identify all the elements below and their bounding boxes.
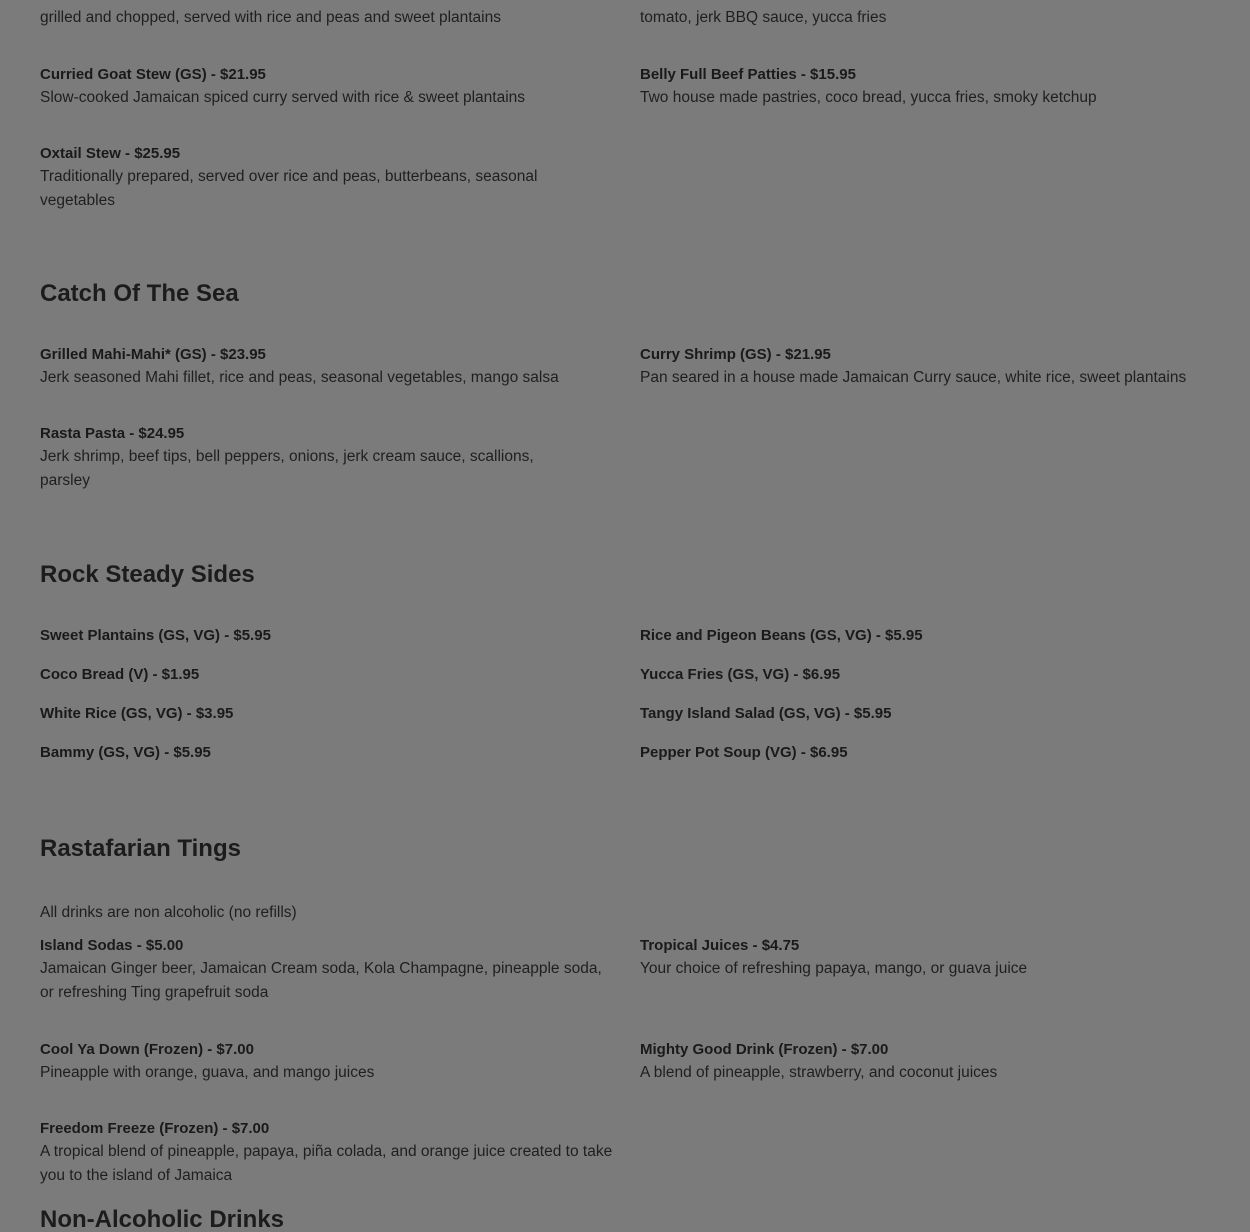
menu-item-description: Slow-cooked Jamaican spiced curry served with rice & sweet plantains bbox=[40, 89, 526, 106]
menu-item-description: Jerk seasoned Mahi fillet, rice and peas, seasonal vegetables, mango salsa bbox=[40, 369, 559, 386]
side-item: Rice and Pigeon Beans (GS, VG) - $5.95 bbox=[640, 627, 923, 644]
menu-item-name: Cool Ya Down (Frozen) - $7.00 bbox=[40, 1041, 254, 1058]
menu-item bbox=[640, 344, 1240, 390]
side-item: Bammy (GS, VG) - $5.95 bbox=[40, 744, 211, 761]
menu-item-name: Rasta Pasta - $24.95 bbox=[40, 425, 185, 442]
menu-item-description: Traditionally prepared, served over rice and peas, butterbeans, seasonal vegetables bbox=[40, 168, 538, 209]
menu-item bbox=[40, 143, 580, 213]
menu-item bbox=[40, 64, 610, 110]
menu-item bbox=[640, 1039, 1220, 1085]
menu-item-description: Pan seared in a house made Jamaican Curry sauce, white rice, sweet plantains bbox=[640, 369, 1187, 386]
menu-item-name: Curry Shrimp (GS) - $21.95 bbox=[640, 346, 831, 363]
menu-item-description: Jerk shrimp, beef tips, bell peppers, onions, jerk cream sauce, scallions, parsley bbox=[40, 448, 534, 489]
menu-item-name: Freedom Freeze (Frozen) - $7.00 bbox=[40, 1120, 270, 1137]
menu-item-name: Curried Goat Stew (GS) - $21.95 bbox=[40, 66, 266, 83]
section-heading-rock-steady-sides: Rock Steady Sides bbox=[40, 561, 255, 588]
menu-item-name: Island Sodas - $5.00 bbox=[40, 937, 184, 954]
menu-item-description: A blend of pineapple, strawberry, and coconut juices bbox=[640, 1064, 998, 1081]
menu-item-name: Oxtail Stew - $25.95 bbox=[40, 145, 181, 162]
side-item: Yucca Fries (GS, VG) - $6.95 bbox=[640, 666, 841, 683]
menu-item bbox=[640, 935, 1220, 981]
drinks-note: All drinks are non alcoholic (no refills) bbox=[40, 904, 297, 921]
menu-item bbox=[40, 344, 610, 390]
menu-item bbox=[40, 935, 605, 1005]
section-heading-catch-of-the-sea: Catch Of The Sea bbox=[40, 280, 239, 307]
menu-item-name: Mighty Good Drink (Frozen) - $7.00 bbox=[640, 1041, 889, 1058]
menu-item-description: tomato, jerk BBQ sauce, yucca fries bbox=[640, 9, 887, 26]
menu-item-description: A tropical blend of pineapple, papaya, piña colada, and orange juice created to take you to the island of Jamaica bbox=[40, 1143, 613, 1184]
menu-item bbox=[40, 1039, 610, 1085]
menu-item bbox=[640, 64, 1220, 110]
menu-item-description: Two house made pastries, coco bread, yucca fries, smoky ketchup bbox=[640, 89, 1097, 106]
side-item: Coco Bread (V) - $1.95 bbox=[40, 666, 200, 683]
section-heading-rastafarian-tings: Rastafarian Tings bbox=[40, 835, 241, 862]
menu-item-name: Tropical Juices - $4.75 bbox=[640, 937, 800, 954]
menu-item-name: Belly Full Beef Patties - $15.95 bbox=[640, 66, 856, 83]
menu-item-description: Pineapple with orange, guava, and mango juices bbox=[40, 1064, 375, 1081]
menu-item-name: Grilled Mahi-Mahi* (GS) - $23.95 bbox=[40, 346, 266, 363]
side-item: White Rice (GS, VG) - $3.95 bbox=[40, 705, 234, 722]
side-item: Tangy Island Salad (GS, VG) - $5.95 bbox=[640, 705, 892, 722]
side-item: Sweet Plantains (GS, VG) - $5.95 bbox=[40, 627, 271, 644]
section-heading-non-alcoholic-drinks: Non-Alcoholic Drinks bbox=[40, 1206, 285, 1232]
side-item: Pepper Pot Soup (VG) - $6.95 bbox=[640, 744, 848, 761]
menu-item-description: grilled and chopped, served with rice and peas and sweet plantains bbox=[40, 9, 501, 26]
menu-item-description: Your choice of refreshing papaya, mango, or guava juice bbox=[640, 960, 1028, 977]
menu-item bbox=[40, 1118, 615, 1188]
menu-item bbox=[40, 423, 580, 493]
menu-item-description: Jamaican Ginger beer, Jamaican Cream soda, Kola Champagne, pineapple soda, or refreshing Ting grapefruit soda bbox=[40, 960, 602, 1001]
